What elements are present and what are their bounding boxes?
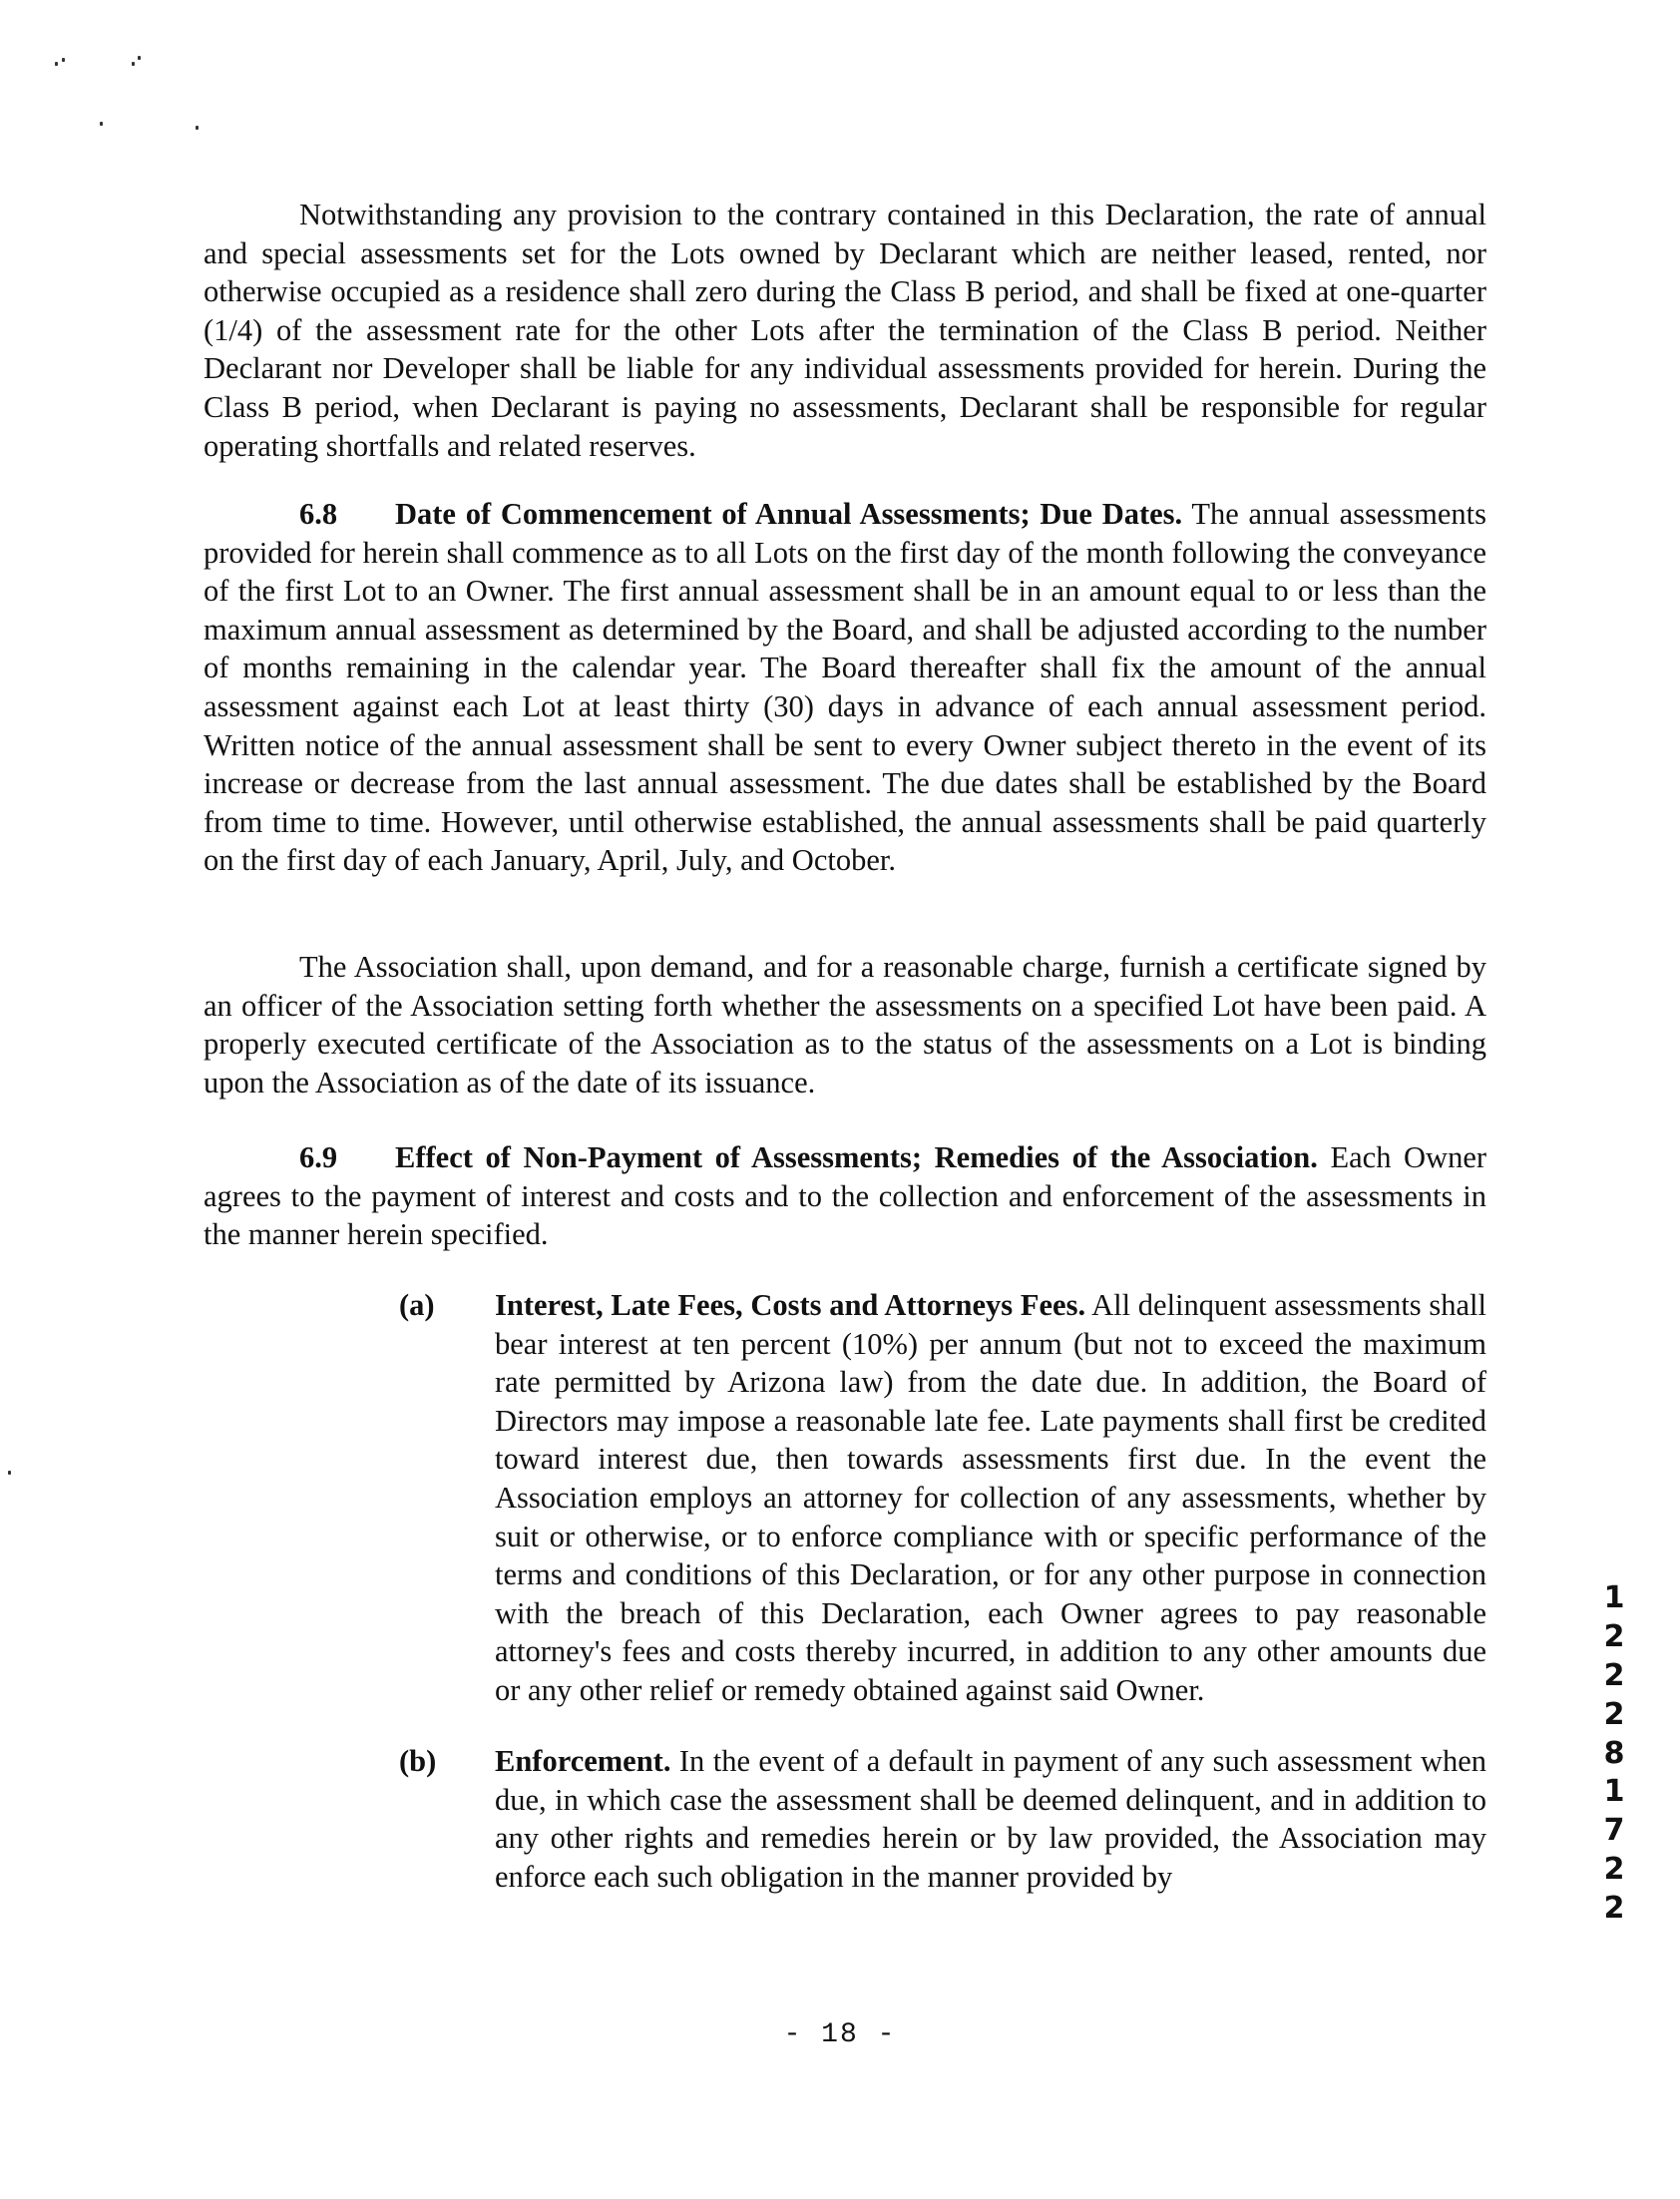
stamp-digit: 8 — [1603, 1736, 1625, 1771]
scan-speck — [138, 56, 141, 60]
section-6-8 — [204, 495, 1486, 880]
stamp-digit: 2 — [1603, 1619, 1625, 1654]
stamp-digit: 2 — [1603, 1852, 1625, 1887]
subsection-b — [399, 1742, 1486, 1896]
page-number: - 18 - — [783, 2019, 897, 2050]
paragraph-declarant-assessments: Notwithstanding any provision to the contrary contained in this Declaration, the rate of annual and special assessments set for the Lots owned by Declarant which are neither leased, rented, nor otherwise occupied as a residence shall zero during the Class B period, and shall be fixed at one-quarter (1/4) of the assessment rate for the other Lots after the termination of the Class B period. Neither Declarant nor Developer shall be liable for any individual assessments provided for herein. During the Class B period, when Declarant is paying no assessments, Declarant shall be responsible for regular operating shortfalls and related reserves. — [204, 198, 1486, 463]
scan-speck — [100, 122, 103, 126]
scan-speck — [62, 58, 65, 62]
section-title: Date of Commencement of Annual Assessments; Due Dates. — [395, 497, 1183, 531]
section-6-9 — [204, 1138, 1486, 1254]
subsection-label: (b) — [399, 1744, 437, 1778]
stamp-digit: 1 — [1603, 1580, 1625, 1615]
scan-speck — [55, 62, 58, 66]
scan-speck — [196, 126, 199, 130]
stamp-digit: 2 — [1603, 1697, 1625, 1732]
subsection-text: In the event of a default in payment of any such assessment when due, in which case the assessment shall be deemed delinquent, and in addition to any other rights and remedies herein or by law provided, the Association may enforce each such obligation in the manner provided by — [495, 1744, 1486, 1894]
stamp-digit: 2 — [1603, 1891, 1625, 1926]
subsection-text: All delinquent assessments shall bear interest at ten percent (10%) per annum (but not to exceed the maximum rate permitted by Arizona law) from the date due. In addition, the Board of Directors may impose a reasonable late fee. Late payments shall first be credited toward interest due, then towards assessments first due. In the event the Association employs an attorney for collection of any assessments, whether by suit or otherwise, or to enforce compliance with or specific performance of the terms and conditions of this Declaration, or for any other purpose in connection with the breach of this Declaration, each Owner agrees to pay reasonable attorney's fees and costs thereby incurred, in addition to any other amounts due or any other relief or remedy obtained against said Owner. — [495, 1288, 1486, 1707]
subsection-a — [399, 1286, 1486, 1710]
section-body: The annual assessments provided for herein shall commence as to all Lots on the first day of the month following the conveyance of the first Lot to an Owner. The first annual assessment shall be in an amount equal to or less than the maximum annual assessment as determined by the Board, and shall be adjusted according to the number of months remaining in the calendar year. The Board thereafter shall fix the amount of the annual assessment against each Lot at least thirty (30) days in advance of each annual assessment period. Written notice of the annual assessment shall be sent to every Owner subject thereto in the event of its increase or decrease from the last annual assessment. The due dates shall be established by the Board from time to time. However, until otherwise established, the annual assessments shall be paid quarterly on the first day of each January, April, July, and October. — [204, 497, 1487, 878]
margin-stamp-upper — [1596, 1578, 1632, 1773]
margin-stamp-lower — [1596, 1772, 1632, 1928]
scan-speck — [8, 1471, 11, 1475]
stamp-digit: 1 — [1603, 1774, 1625, 1809]
subsection-title: Interest, Late Fees, Costs and Attorneys Fees. — [495, 1288, 1086, 1322]
subsection-body — [495, 1286, 1486, 1710]
section-title: Effect of Non-Payment of Assessments; Remedies of the Association. — [395, 1140, 1318, 1174]
subsection-title: Enforcement. — [495, 1744, 671, 1778]
scan-speck — [132, 62, 135, 66]
section-number: 6.9 — [299, 1140, 338, 1174]
paragraph-certificate: The Association shall, upon demand, and for a reasonable charge, furnish a certificate signed by an officer of the Association setting forth whether the assessments on a specified Lot have been paid. A properly executed certificate of the Association as to the status of the assessments on a Lot is binding upon the Association as of the date of its issuance. — [204, 950, 1486, 1100]
section-number: 6.8 — [299, 497, 338, 531]
section-body: Each Owner agrees to the payment of interest and costs and to the collection and enforcement of the assessments in the manner herein specified. — [204, 1140, 1487, 1252]
subsection-body — [495, 1742, 1486, 1896]
stamp-digit: 7 — [1603, 1813, 1625, 1848]
subsection-label: (a) — [399, 1288, 435, 1322]
stamp-digit: 2 — [1603, 1658, 1625, 1693]
